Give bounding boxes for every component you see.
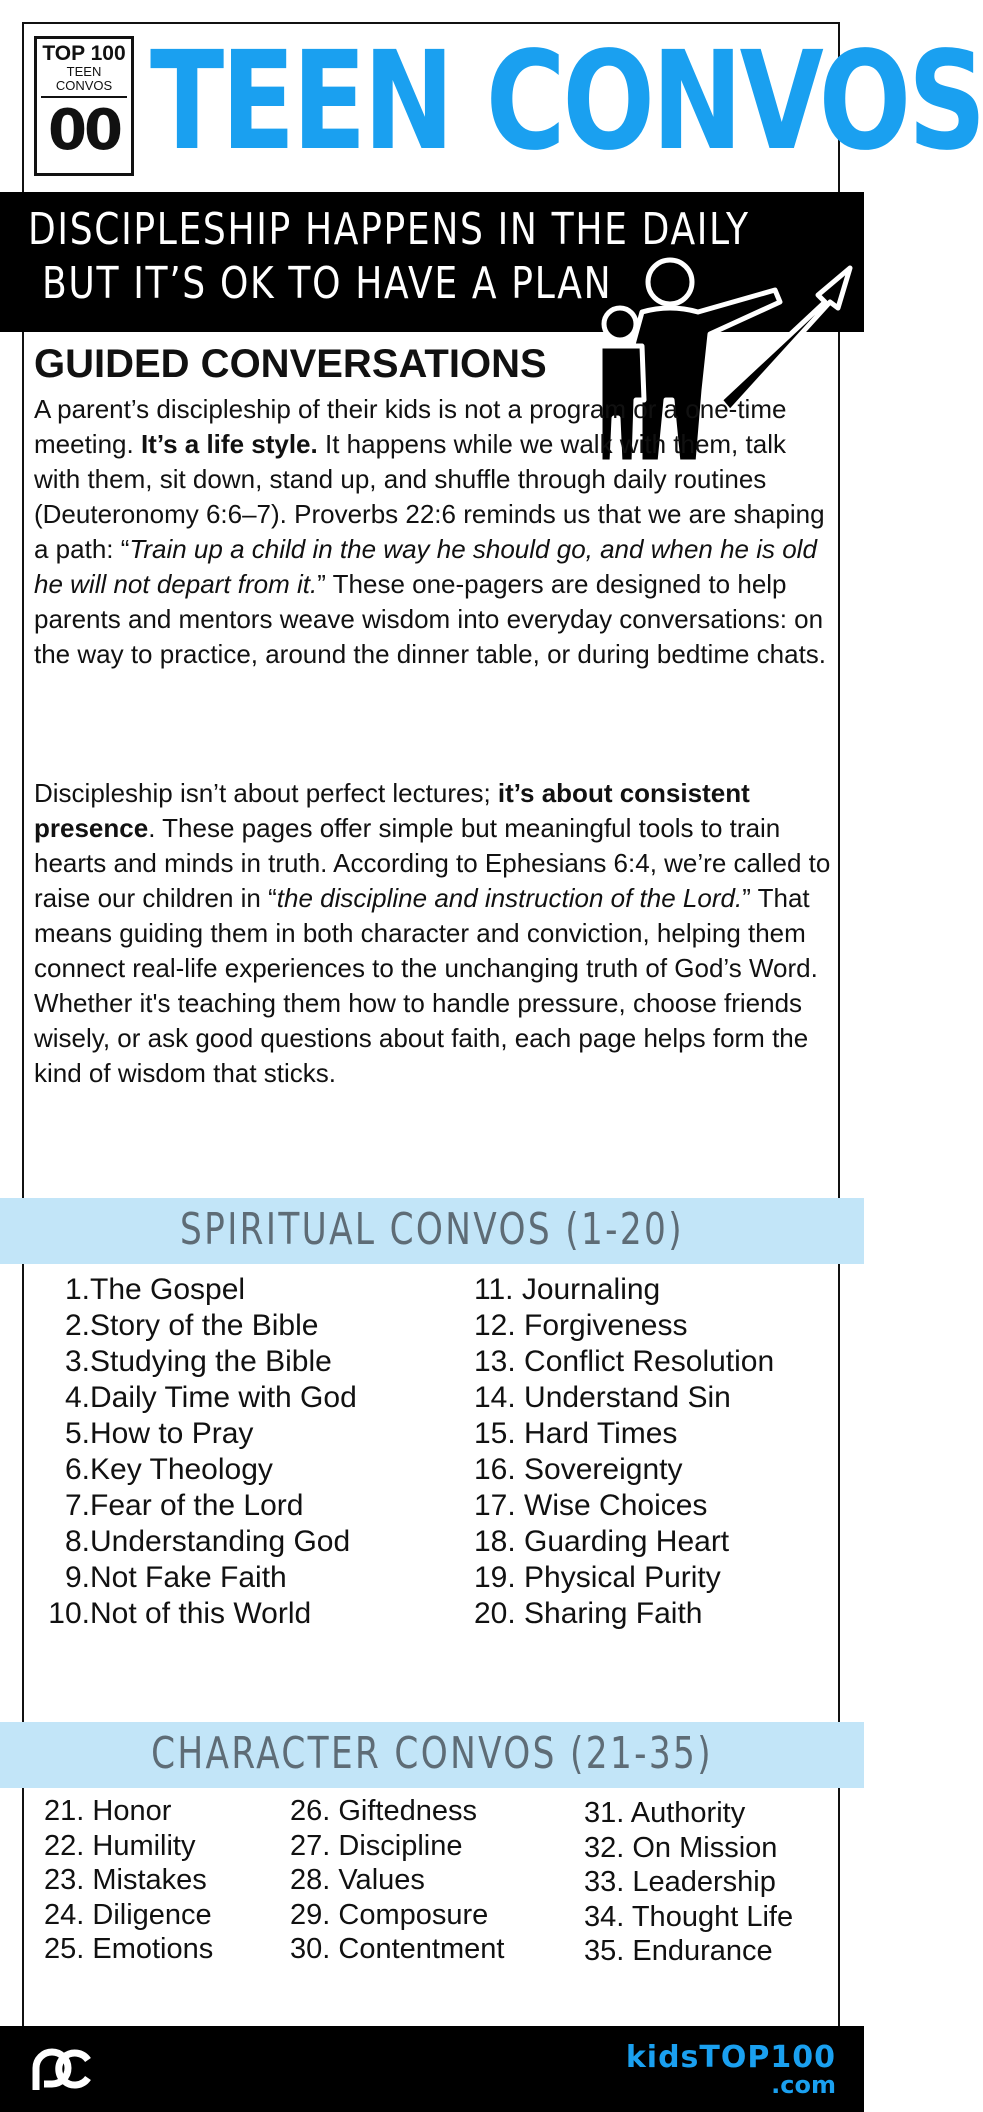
list-item: 13. Conflict Resolution [474, 1345, 775, 1378]
badge-line1: TOP 100 [42, 42, 126, 65]
p2-bold: it’s about consistent presence [34, 778, 750, 843]
list-item: 33. Leadership [584, 1866, 776, 1898]
character-convos-heading: CHARACTER CONVOS (21-35) [151, 1728, 713, 1779]
p1-quote: Train up a child in the way he should go, and when he is old he will not depart from it. [34, 534, 817, 599]
list-item: 30. Contentment [290, 1933, 505, 1965]
list-item: 2.Story of the Bible [64, 1309, 319, 1342]
character-convos-band [0, 1722, 864, 1788]
p1-text-a: A parent’s discipleship of their kids is not a program or a one-time meeting. [34, 394, 787, 459]
p2-quote: the discipline and instruction of the Lord. [276, 883, 743, 913]
p1-text-e: ” These one-pagers are designed to help parents and mentors weave wisdom into everyday conversations: on the way to practice, around the dinner table, or during bedtime chats. [34, 569, 827, 669]
list-item: 31. Authority [584, 1797, 746, 1829]
list-item: 9.Not Fake Faith [64, 1561, 287, 1594]
list-item: 29. Composure [290, 1898, 489, 1931]
banner-line1: DISCIPLESHIP HAPPENS IN THE DAILY [28, 204, 750, 255]
list-item: 16. Sovereignty [474, 1453, 683, 1486]
page-title: TEEN CONVOS [150, 23, 983, 181]
list-item: 26. Giftedness [290, 1795, 477, 1827]
list-item: 32. On Mission [584, 1831, 778, 1864]
spiritual-list-col1 [40, 1272, 357, 1632]
section-heading: GUIDED CONVERSATIONS [34, 342, 547, 386]
character-list-col1 [44, 1794, 213, 1967]
footer-brand[interactable] [625, 2040, 836, 2099]
p2-text-e: ” That means guiding them in both character and conviction, helping them connect real-life experiences to the unchanging truth of God’s Word. Whether it's teaching them how to handle pressure, choose friends wisely, or ask good questions about faith, each page helps form the kind of wisdom that sticks. [34, 883, 818, 1088]
spiritual-convos-heading: SPIRITUAL CONVOS (1-20) [180, 1204, 684, 1255]
list-item: 5.How to Pray [64, 1417, 254, 1450]
list-item: 7.Fear of the Lord [64, 1489, 304, 1522]
list-item: 8.Understanding God [64, 1525, 351, 1558]
list-item: 20. Sharing Faith [474, 1597, 703, 1630]
list-item: 12. Forgiveness [474, 1309, 688, 1342]
list-item: 17. Wise Choices [474, 1489, 708, 1522]
list-item: 14. Understand Sin [474, 1381, 731, 1414]
character-list-col3 [584, 1796, 793, 1969]
list-item: 4.Daily Time with God [64, 1381, 357, 1414]
p1-bold: It’s a life style. [140, 429, 318, 459]
banner-line2: BUT IT’S OK TO HAVE A PLAN [42, 258, 613, 309]
brand-domain: .com [771, 2071, 836, 2099]
list-item: 25. Emotions [44, 1933, 214, 1965]
list-item: 6.Key Theology [64, 1453, 273, 1486]
intro-paragraph-2 [34, 776, 834, 1091]
badge-number: 00 [48, 98, 120, 163]
list-item: 19. Physical Purity [474, 1561, 721, 1594]
spiritual-convos-band [0, 1198, 864, 1264]
list-item: 34. Thought Life [584, 1900, 794, 1933]
top100-badge [34, 36, 134, 176]
list-item: 24. Diligence [44, 1898, 212, 1931]
list-item: 27. Discipline [290, 1829, 463, 1862]
brand-name: kidsTOP100 [625, 2040, 836, 2075]
list-item: 23. Mistakes [44, 1864, 207, 1896]
character-list-col2 [290, 1794, 504, 1967]
list-item: 1.The Gospel [64, 1273, 246, 1306]
p2-text-c: . These pages offer simple but meaningful tools to train hearts and minds in truth. According to Ephesians 6:4, we’re called to raise our children in “ [34, 813, 831, 913]
list-item: 10.Not of this World [48, 1597, 312, 1630]
list-item: 11. Journaling [474, 1273, 661, 1306]
footer [0, 2026, 864, 2112]
list-item: 21. Honor [44, 1795, 172, 1827]
list-item: 15. Hard Times [474, 1417, 678, 1450]
list-item: 28. Values [290, 1864, 425, 1896]
list-item: 35. Endurance [584, 1935, 773, 1967]
spiritual-list-col2 [474, 1272, 774, 1632]
p1-text-c: It happens while we walk with them, talk with them, sit down, stand up, and shuffle through daily routines (Deuteronomy 6:6–7). Proverbs 22:6 reminds us that we are shaping a path: “ [34, 429, 825, 564]
brand-logo-icon [30, 2046, 92, 2092]
p2-text-a: Discipleship isn’t about perfect lectures; [34, 778, 498, 808]
list-item: 22. Humility [44, 1829, 196, 1862]
intro-paragraph-1 [34, 392, 834, 672]
list-item: 18. Guarding Heart [474, 1525, 730, 1558]
list-item: 3.Studying the Bible [64, 1345, 332, 1378]
badge-line2: TEEN CONVOS [41, 65, 127, 98]
